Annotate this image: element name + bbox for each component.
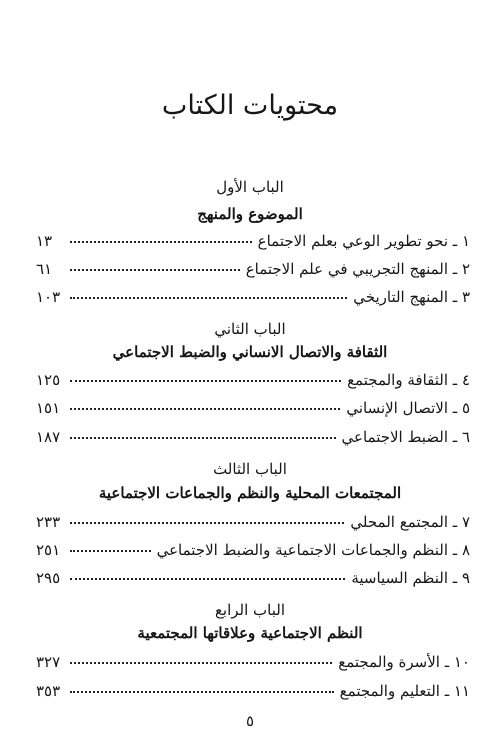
leader-dots: [70, 380, 341, 382]
toc-entry[interactable]: [36, 541, 470, 565]
leader-dots: [70, 522, 344, 524]
toc-entry[interactable]: [36, 371, 470, 395]
leader-dots: [70, 297, 347, 299]
entry-page-number: ٢٥١: [36, 541, 61, 559]
entry-page-number: ١٥١: [36, 399, 61, 417]
entry-page-number: ١٠٣: [36, 288, 61, 306]
leader-dots: [70, 578, 345, 580]
toc-entry[interactable]: [36, 399, 470, 423]
entry-title: ٣ ـ المنهج التاريخي: [353, 288, 470, 306]
entry-page-number: ١٣: [36, 232, 53, 250]
entry-page-number: ٣٢٧: [36, 653, 61, 671]
part-title: المجتمعات المحلية والنظم والجماعات الاجتماعية: [98, 484, 402, 502]
entry-title: ٩ ـ النظم السياسية: [351, 569, 470, 587]
part-title: الثقافة والاتصال الانساني والضبط الاجتماعي: [112, 343, 388, 361]
entry-title: ٦ ـ الضبط الاجتماعي: [341, 428, 470, 446]
entry-page-number: ٦١: [36, 260, 53, 278]
toc-entry[interactable]: [36, 288, 470, 312]
entry-title: ١٠ ـ الأسرة والمجتمع: [338, 653, 470, 671]
toc-entry[interactable]: [36, 260, 470, 284]
leader-dots: [70, 241, 252, 243]
toc-entry[interactable]: [36, 428, 470, 452]
entry-title: ١ ـ نحو تطوير الوعي بعلم الاجتماع: [257, 232, 470, 250]
entry-page-number: ١٢٥: [36, 371, 61, 389]
page-title: محتويات الكتاب: [161, 90, 339, 121]
entry-title: ٨ ـ النظم والجماعات الاجتماعية والضبط الاجتماعي: [156, 541, 470, 559]
page-number-footer: ٥: [245, 712, 255, 730]
leader-dots: [70, 691, 334, 693]
leader-dots: [70, 408, 340, 410]
toc-entry[interactable]: [36, 569, 470, 593]
entry-title: ٢ ـ المنهج التجريبي في علم الاجتماع: [245, 260, 470, 278]
part-label: الباب الثاني: [214, 320, 286, 338]
entry-title: ٤ ـ الثقافة والمجتمع: [347, 371, 470, 389]
entry-page-number: ٢٣٣: [36, 513, 61, 531]
part-title: النظم الاجتماعية وعلاقاتها المجتمعية: [137, 624, 363, 642]
part-title: الموضوع والمنهج: [197, 205, 303, 223]
entry-title: ٥ ـ الاتصال الإنساني: [346, 399, 470, 417]
leader-dots: [70, 662, 332, 664]
entry-title: ٧ ـ المجتمع المحلي: [350, 513, 470, 531]
entry-page-number: ١٨٧: [36, 428, 61, 446]
leader-dots: [70, 550, 151, 552]
part-label: الباب الثالث: [213, 460, 287, 478]
part-label: الباب الأول: [216, 178, 284, 196]
toc-entry[interactable]: [36, 682, 470, 706]
entry-title: ١١ ـ التعليم والمجتمع: [339, 682, 470, 700]
entry-page-number: ٣٥٣: [36, 682, 61, 700]
leader-dots: [70, 269, 240, 271]
entry-page-number: ٢٩٥: [36, 569, 61, 587]
part-label: الباب الرابع: [214, 601, 286, 619]
toc-entry[interactable]: [36, 232, 470, 256]
toc-entry[interactable]: [36, 513, 470, 537]
toc-entry[interactable]: [36, 653, 470, 677]
leader-dots: [70, 437, 336, 439]
